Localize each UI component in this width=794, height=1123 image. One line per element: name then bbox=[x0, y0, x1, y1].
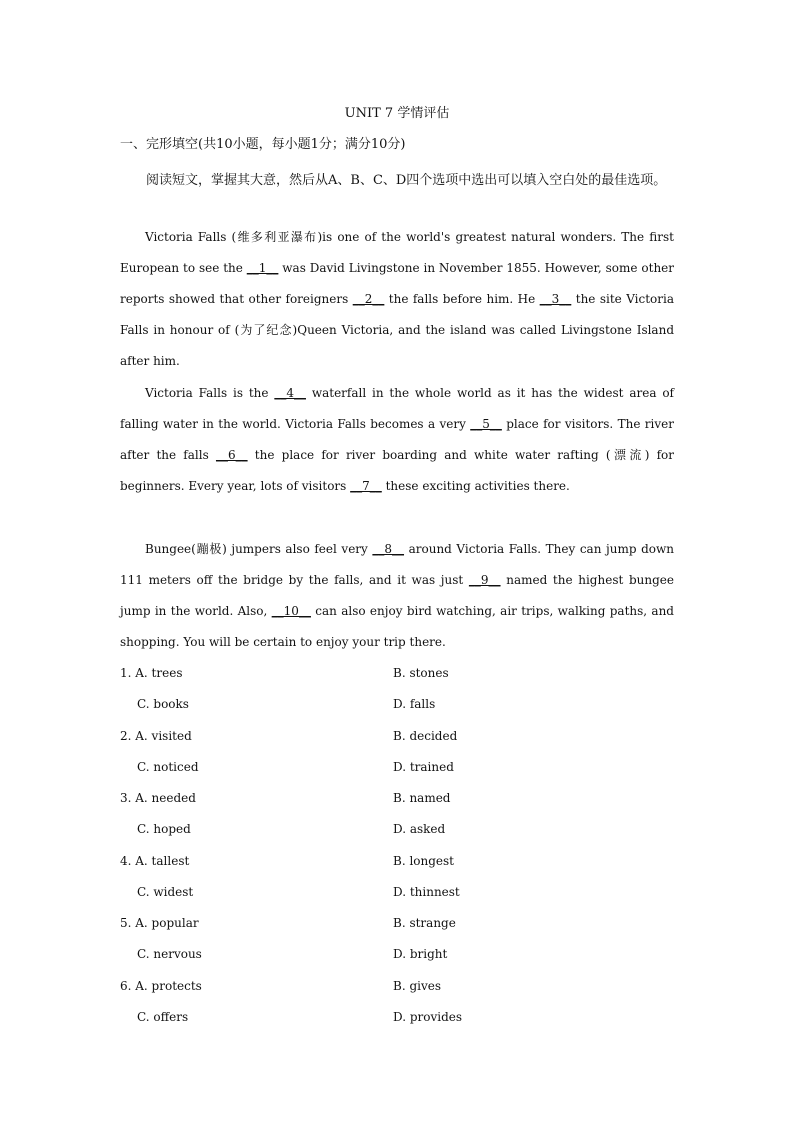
passage-text: Victoria Falls (维多利亚瀑布)is one of the world's greatest natural wonders. The first European to see the bbox=[120, 230, 674, 276]
page-title: UNIT 7 学情评估 bbox=[344, 106, 450, 121]
instructions: 阅读短文，掌握其大意，然后从A、B、C、D四个选项中选出可以填入空白处的最佳选项。 bbox=[146, 173, 667, 188]
question-row bbox=[120, 846, 680, 877]
passage-text: place for visitors. The river after the falls bbox=[120, 417, 674, 463]
question-row bbox=[120, 658, 680, 689]
question-row bbox=[120, 877, 680, 908]
question-row bbox=[120, 939, 680, 970]
passage-text: around Victoria Falls. They can jump down 111 meters off the bridge by the falls, and it was just bbox=[120, 542, 674, 588]
option-d: D. trained bbox=[393, 759, 454, 774]
option-c: C. books bbox=[137, 697, 189, 712]
option-a: 6. A. protects bbox=[120, 978, 202, 993]
option-c: C. widest bbox=[137, 884, 194, 899]
question-row bbox=[120, 783, 680, 814]
passage-text: the falls before him. He bbox=[384, 292, 540, 307]
option-a: 3. A. needed bbox=[120, 791, 196, 805]
passage-text: the place for river boarding and white water rafting (漂流) for beginners. Every year, lots of visitors bbox=[120, 448, 675, 494]
question-row bbox=[120, 971, 680, 1002]
passage-text: Victoria Falls is the bbox=[145, 386, 275, 400]
question-row bbox=[120, 908, 680, 939]
option-a: 4. A. tallest bbox=[120, 853, 190, 868]
question-row bbox=[120, 689, 680, 720]
question-row bbox=[120, 814, 680, 845]
question-row bbox=[120, 752, 680, 783]
option-a: 1. A. trees bbox=[120, 666, 183, 680]
option-c: C. noticed bbox=[137, 759, 199, 774]
blank-4: __4__ bbox=[274, 386, 306, 400]
blank-5: __5__ bbox=[470, 417, 502, 432]
passage-paragraph-1 bbox=[120, 222, 674, 377]
passage-text: these exciting activities there. bbox=[381, 479, 570, 494]
question-row bbox=[120, 1002, 680, 1033]
blank-1: __1__ bbox=[246, 261, 279, 276]
option-d: D. falls bbox=[393, 697, 436, 712]
passage-text: waterfall in the whole world as it has the widest area of falling water in the world. Victoria Falls becomes a very bbox=[120, 386, 674, 432]
option-d: D. provides bbox=[393, 1009, 463, 1024]
blank-9: __9__ bbox=[468, 573, 501, 588]
option-d: D. thinnest bbox=[393, 884, 460, 899]
passage-text: named the highest bungee jump in the world. Also, bbox=[120, 573, 674, 619]
option-a: 5. A. popular bbox=[120, 916, 199, 930]
passage-text: the site Victoria Falls in honour of (为了纪念)Queen Victoria, and the island was called Livingstone Island after him. bbox=[120, 292, 674, 369]
option-c: C. nervous bbox=[137, 947, 202, 962]
option-b: B. gives bbox=[393, 978, 442, 993]
blank-8: __8__ bbox=[372, 542, 405, 556]
question-row bbox=[120, 721, 680, 752]
option-b: B. decided bbox=[393, 728, 458, 743]
option-c: C. offers bbox=[137, 1009, 189, 1024]
blank-3: __3__ bbox=[539, 292, 572, 307]
passage-text: Bungee(蹦极) jumpers also feel very bbox=[145, 542, 373, 556]
option-d: D. asked bbox=[393, 822, 446, 837]
option-a: 2. A. visited bbox=[120, 728, 192, 743]
option-b: B. longest bbox=[393, 853, 455, 868]
option-c: C. hoped bbox=[137, 822, 191, 837]
passage-paragraph-3 bbox=[120, 534, 674, 658]
option-b: B. stones bbox=[393, 666, 449, 680]
passage-paragraph-2 bbox=[120, 378, 674, 502]
blank-2: __2__ bbox=[352, 292, 385, 307]
blank-7: __7__ bbox=[350, 479, 382, 494]
blank-6: __6__ bbox=[215, 448, 248, 463]
blank-10: __10__ bbox=[271, 604, 311, 619]
question-options bbox=[120, 658, 680, 1033]
passage-text: can also enjoy bird watching, air trips, walking paths, and shopping. You will be certain to enjoy your trip there. bbox=[120, 604, 674, 650]
section-heading: 一、完形填空(共10小题，每小题1分；满分10分) bbox=[120, 137, 406, 152]
option-b: B. strange bbox=[393, 916, 456, 930]
passage-text: was David Livingstone in November 1855. However, some other reports showed that other foreigners bbox=[120, 261, 675, 307]
option-b: B. named bbox=[393, 791, 451, 805]
option-d: D. bright bbox=[393, 947, 448, 962]
